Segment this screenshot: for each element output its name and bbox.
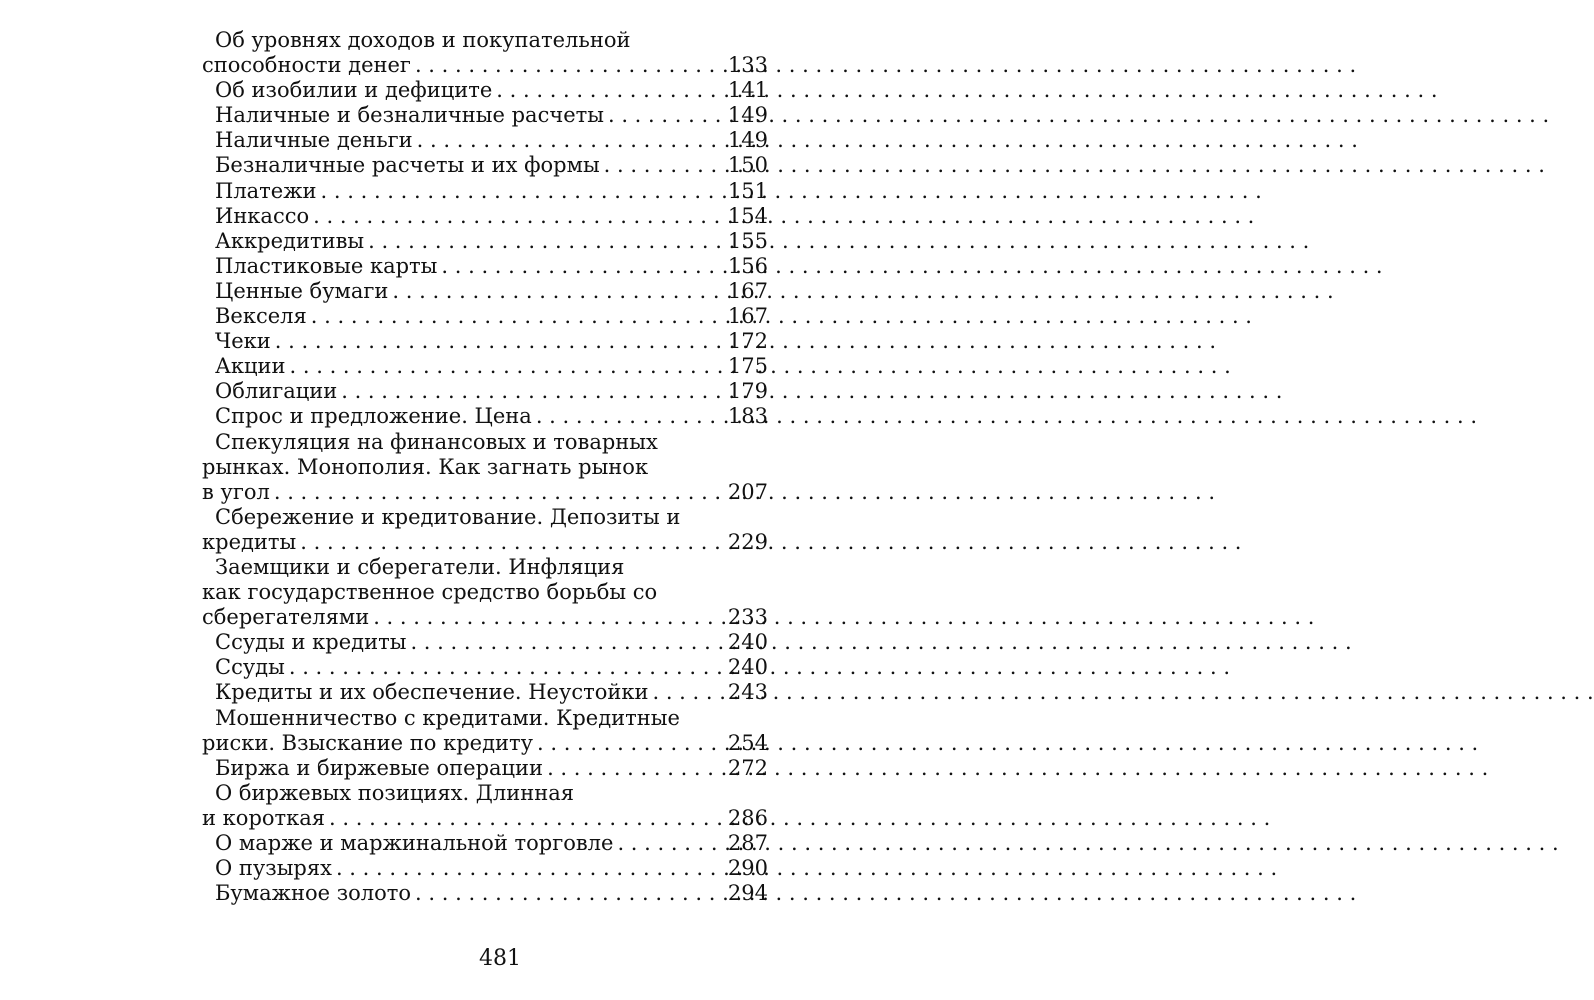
dot-leader bbox=[406, 630, 723, 655]
dot-leader bbox=[604, 103, 724, 128]
toc-entry-page: 172 bbox=[727, 329, 768, 354]
toc-entry-line bbox=[202, 655, 768, 680]
dot-leader bbox=[285, 655, 724, 680]
toc-entry bbox=[202, 254, 768, 279]
toc-entry-page: 229 bbox=[727, 529, 768, 554]
toc-entry bbox=[202, 555, 768, 630]
dot-leader bbox=[413, 128, 724, 153]
toc-entry-title: Кредиты и их обеспечение. Неустойки bbox=[215, 680, 649, 705]
toc-entry-line: Заемщики и сберегатели. Инфляция bbox=[215, 554, 625, 579]
dot-leader bbox=[492, 78, 724, 103]
toc-entry-line bbox=[202, 605, 768, 630]
toc-entry bbox=[202, 229, 768, 254]
toc-entry-title: сберегателями bbox=[202, 605, 370, 630]
toc-entry-title: Ценные бумаги bbox=[215, 278, 389, 303]
toc-entry-title: и короткая bbox=[202, 805, 326, 830]
table-of-contents bbox=[202, 28, 768, 906]
toc-entry-line bbox=[202, 354, 768, 379]
dot-leader bbox=[337, 379, 724, 404]
toc-entry-line bbox=[202, 630, 768, 655]
toc-entry-title: Безналичные расчеты и их формы bbox=[215, 153, 600, 178]
toc-entry bbox=[202, 128, 768, 153]
toc-entry-title: О марже и маржинальной торговле bbox=[215, 831, 614, 855]
dot-leader bbox=[332, 856, 724, 881]
toc-entry bbox=[202, 304, 768, 329]
toc-entry bbox=[202, 103, 768, 128]
toc-entry-page: 175 bbox=[727, 354, 768, 379]
toc-entry-title: Инкассо bbox=[215, 203, 310, 228]
toc-entry-page: 233 bbox=[727, 605, 768, 630]
dot-leader bbox=[286, 354, 724, 379]
toc-entry bbox=[202, 655, 768, 680]
dot-leader bbox=[307, 304, 724, 329]
toc-entry-title: Бумажное золото bbox=[215, 881, 412, 906]
toc-entry-title: Векселя bbox=[215, 304, 307, 329]
toc-entry-title: риски. Взыскание по кредиту bbox=[202, 730, 533, 755]
toc-entry-line bbox=[202, 379, 768, 404]
toc-entry-line bbox=[202, 53, 768, 78]
toc-entry-line: Спекуляция на финансовых и товарных bbox=[215, 429, 658, 454]
dot-leader bbox=[543, 756, 724, 781]
toc-entry-line: как государственное средство борьбы со bbox=[202, 580, 658, 605]
toc-entry-title: О пузырях bbox=[215, 856, 332, 881]
toc-entry-page: 243 bbox=[727, 680, 768, 705]
dot-leader bbox=[388, 279, 724, 304]
toc-entry-title: Об изобилии и дефиците bbox=[215, 78, 493, 103]
toc-entry bbox=[202, 680, 768, 705]
toc-entry-page: 156 bbox=[727, 253, 768, 278]
toc-entry bbox=[202, 505, 768, 555]
toc-entry-page: 179 bbox=[727, 379, 768, 404]
toc-entry bbox=[202, 279, 768, 304]
dot-leader bbox=[309, 204, 724, 229]
toc-entry-line: Об уровнях доходов и покупательной bbox=[215, 28, 631, 52]
toc-entry-page: 290 bbox=[727, 856, 768, 881]
toc-entry-title: Акции bbox=[215, 354, 286, 379]
toc-entry-page: 167 bbox=[727, 304, 768, 329]
toc-entry-line bbox=[202, 480, 768, 505]
dot-leader bbox=[613, 831, 723, 856]
toc-entry-page: 183 bbox=[727, 404, 768, 429]
toc-entry-title: Биржа и биржевые операции bbox=[215, 755, 544, 780]
toc-entry-title: Ссуды и кредиты bbox=[215, 630, 407, 655]
toc-entry-page: 167 bbox=[727, 278, 768, 303]
dot-leader bbox=[437, 254, 724, 279]
toc-entry bbox=[202, 354, 768, 379]
toc-entry bbox=[202, 706, 768, 756]
dot-leader bbox=[369, 605, 724, 630]
toc-entry-page: 154 bbox=[727, 203, 768, 228]
dot-leader bbox=[296, 530, 724, 555]
toc-entry-title: Аккредитивы bbox=[215, 228, 365, 253]
page-number: 481 bbox=[479, 946, 521, 971]
toc-entry-page: 149 bbox=[727, 128, 768, 153]
toc-entry-page: 294 bbox=[727, 881, 768, 906]
toc-entry-line bbox=[202, 179, 768, 204]
toc-entry bbox=[202, 153, 768, 178]
toc-entry-line: О биржевых позициях. Длинная bbox=[215, 780, 574, 805]
toc-entry-line bbox=[202, 153, 768, 178]
toc-entry-page: 287 bbox=[727, 831, 768, 855]
toc-entry bbox=[202, 430, 768, 505]
toc-entry bbox=[202, 28, 768, 78]
toc-entry-line: Сбережение и кредитование. Депозиты и bbox=[215, 504, 681, 529]
toc-entry-page: 151 bbox=[727, 178, 768, 203]
toc-entry-line bbox=[202, 254, 768, 279]
toc-entry-line bbox=[202, 680, 768, 705]
toc-entry bbox=[202, 856, 768, 881]
toc-entry-line bbox=[202, 279, 768, 304]
toc-entry-line: Мошенничество с кредитами. Кредитные bbox=[215, 705, 680, 730]
toc-entry-page: 150 bbox=[727, 153, 768, 178]
toc-entry-page: 240 bbox=[727, 630, 768, 655]
toc-entry-title: Платежи bbox=[215, 178, 317, 203]
toc-entry bbox=[202, 78, 768, 103]
toc-entry-page: 207 bbox=[727, 479, 768, 504]
toc-entry-line bbox=[202, 731, 768, 756]
toc-entry bbox=[202, 404, 768, 429]
toc-entry-title: Ссуды bbox=[215, 655, 285, 680]
dot-leader bbox=[317, 179, 724, 204]
toc-entry-line bbox=[202, 204, 768, 229]
toc-entry-title: Чеки bbox=[215, 329, 271, 354]
dot-leader bbox=[532, 404, 724, 429]
toc-entry-page: 272 bbox=[727, 755, 768, 780]
dot-leader bbox=[271, 329, 724, 354]
toc-entry-line bbox=[202, 831, 768, 856]
toc-entry-title: кредиты bbox=[202, 529, 297, 554]
toc-entry-page: 286 bbox=[727, 805, 768, 830]
toc-entry-line bbox=[202, 78, 768, 103]
toc-entry bbox=[202, 831, 768, 856]
toc-entry-line bbox=[202, 856, 768, 881]
toc-entry-line bbox=[202, 530, 768, 555]
toc-entry bbox=[202, 781, 768, 831]
toc-entry bbox=[202, 379, 768, 404]
toc-entry-line bbox=[202, 229, 768, 254]
dot-leader bbox=[364, 229, 724, 254]
toc-entry-line bbox=[202, 304, 768, 329]
toc-entry-line bbox=[202, 404, 768, 429]
dot-leader bbox=[325, 806, 724, 831]
toc-entry-title: в угол bbox=[202, 479, 270, 504]
dot-leader bbox=[600, 153, 724, 178]
dot-leader bbox=[648, 680, 723, 705]
dot-leader bbox=[411, 53, 724, 78]
toc-entry-page: 155 bbox=[727, 228, 768, 253]
toc-entry-page: 141 bbox=[727, 78, 768, 103]
toc-entry bbox=[202, 204, 768, 229]
toc-entry-line bbox=[202, 881, 768, 906]
toc-entry-title: Спрос и предложение. Цена bbox=[215, 404, 532, 429]
toc-entry-page: 254 bbox=[727, 730, 768, 755]
toc-entry-title: Облигации bbox=[215, 379, 338, 404]
toc-entry-page: 133 bbox=[727, 53, 768, 78]
dot-leader bbox=[270, 480, 724, 505]
toc-entry-line bbox=[202, 329, 768, 354]
toc-entry-page: 240 bbox=[727, 655, 768, 680]
toc-entry-line: рынках. Монополия. Как загнать рынок bbox=[202, 454, 649, 479]
toc-entry-line bbox=[202, 128, 768, 153]
toc-entry-line bbox=[202, 806, 768, 831]
toc-entry bbox=[202, 630, 768, 655]
toc-entry bbox=[202, 756, 768, 781]
dot-leader bbox=[411, 881, 724, 906]
toc-entry-line bbox=[202, 756, 768, 781]
toc-entry-title: Наличные деньги bbox=[215, 128, 413, 153]
toc-entry bbox=[202, 179, 768, 204]
toc-entry-line bbox=[202, 103, 768, 128]
dot-leader bbox=[533, 731, 724, 756]
toc-entry bbox=[202, 881, 768, 906]
toc-entry-title: способности денег bbox=[202, 53, 411, 78]
toc-entry-title: Наличные и безналичные расчеты bbox=[215, 103, 604, 128]
toc-entry-page: 149 bbox=[727, 103, 768, 128]
toc-entry bbox=[202, 329, 768, 354]
toc-entry-title: Пластиковые карты bbox=[215, 253, 438, 278]
